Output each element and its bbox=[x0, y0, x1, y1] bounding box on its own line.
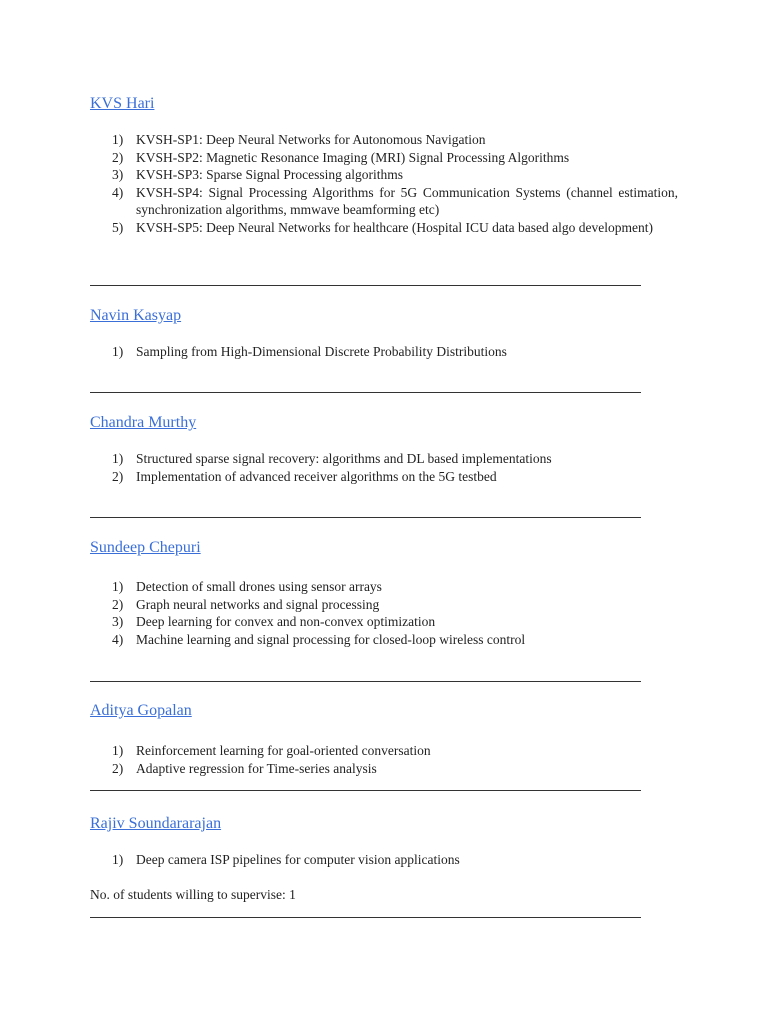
faculty-name-link[interactable]: KVS Hari bbox=[90, 95, 155, 112]
section-navin-kasyap bbox=[90, 306, 181, 326]
topic-list bbox=[112, 131, 678, 236]
topic-text: Implementation of advanced receiver algorithms on the 5G testbed bbox=[136, 468, 497, 484]
divider-line bbox=[90, 285, 641, 286]
topic-text: KVSH-SP5: Deep Neural Networks for healthcare (Hospital ICU data based algo development) bbox=[136, 219, 653, 235]
topic-list bbox=[112, 851, 678, 869]
topic-text: Adaptive regression for Time-series analysis bbox=[136, 760, 377, 776]
topic-list bbox=[112, 578, 678, 648]
topic-text: KVSH-SP1: Deep Neural Networks for Autonomous Navigation bbox=[136, 132, 486, 147]
list-item bbox=[112, 631, 678, 649]
topic-list bbox=[112, 343, 678, 361]
list-item bbox=[112, 760, 678, 778]
topic-text: Deep camera ISP pipelines for computer vision applications bbox=[136, 852, 460, 867]
item-number: 2) bbox=[112, 596, 124, 612]
list-item bbox=[112, 851, 678, 869]
topic-text: Graph neural networks and signal processing bbox=[136, 596, 380, 612]
topic-text: KVSH-SP2: Magnetic Resonance Imaging (MRI) Signal Processing Algorithms bbox=[136, 149, 570, 165]
topic-text: Detection of small drones using sensor arrays bbox=[136, 579, 382, 594]
topic-text: Structured sparse signal recovery: algorithms and DL based implementations bbox=[136, 451, 552, 466]
topic-text: KVSH-SP3: Sparse Signal Processing algorithms bbox=[136, 167, 404, 182]
list-item bbox=[112, 578, 678, 596]
item-number: 1) bbox=[112, 344, 124, 359]
item-number: 1) bbox=[112, 852, 124, 867]
list-item bbox=[112, 149, 678, 167]
item-number: 4) bbox=[112, 631, 124, 647]
topic-text: KVSH-SP4: Signal Processing Algorithms for 5G Communication Systems (channel estimation, synchronization algorithms, mmwave beamforming etc) bbox=[136, 184, 678, 217]
faculty-name-link[interactable]: Navin Kasyap bbox=[90, 307, 182, 324]
topic-text: Deep learning for convex and non-convex optimization bbox=[136, 614, 436, 629]
divider-line bbox=[90, 517, 641, 518]
list-item bbox=[112, 596, 678, 614]
item-number: 3) bbox=[112, 167, 124, 182]
faculty-name-link[interactable]: Rajiv Soundararajan bbox=[90, 815, 222, 832]
list-item bbox=[112, 613, 678, 631]
list-item bbox=[112, 343, 678, 361]
topic-list bbox=[112, 450, 678, 485]
section-chandra-murthy bbox=[90, 413, 196, 433]
section-aditya-gopalan bbox=[90, 701, 192, 721]
item-number: 1) bbox=[112, 579, 124, 594]
list-item bbox=[112, 166, 678, 184]
list-item bbox=[112, 742, 678, 760]
list-item bbox=[112, 184, 678, 219]
list-item bbox=[112, 219, 678, 237]
supervision-note: No. of students willing to supervise: 1 bbox=[90, 887, 296, 902]
faculty-name-link[interactable]: Aditya Gopalan bbox=[90, 702, 192, 719]
item-number: 4) bbox=[112, 184, 124, 200]
topic-text: Reinforcement learning for goal-oriented conversation bbox=[136, 743, 431, 758]
list-item bbox=[112, 131, 678, 149]
divider-line bbox=[90, 917, 641, 918]
topic-text: Machine learning and signal processing for closed-loop wireless control bbox=[136, 631, 526, 647]
faculty-name-link[interactable]: Chandra Murthy bbox=[90, 414, 197, 431]
item-number: 1) bbox=[112, 451, 124, 466]
item-number: 2) bbox=[112, 468, 124, 484]
divider-line bbox=[90, 681, 641, 682]
section-rajiv-soundararajan bbox=[90, 814, 221, 834]
list-item bbox=[112, 450, 678, 468]
item-number: 3) bbox=[112, 614, 124, 629]
divider-line bbox=[90, 790, 641, 791]
item-number: 2) bbox=[112, 760, 124, 776]
list-item bbox=[112, 468, 678, 486]
item-number: 5) bbox=[112, 219, 124, 235]
faculty-name-link[interactable]: Sundeep Chepuri bbox=[90, 539, 201, 556]
topic-list bbox=[112, 742, 678, 777]
item-number: 2) bbox=[112, 149, 124, 165]
section-kvs-hari bbox=[90, 94, 154, 114]
item-number: 1) bbox=[112, 743, 124, 758]
divider-line bbox=[90, 392, 641, 393]
section-sundeep-chepuri bbox=[90, 538, 201, 558]
item-number: 1) bbox=[112, 132, 124, 147]
topic-text: Sampling from High-Dimensional Discrete Probability Distributions bbox=[136, 344, 507, 359]
